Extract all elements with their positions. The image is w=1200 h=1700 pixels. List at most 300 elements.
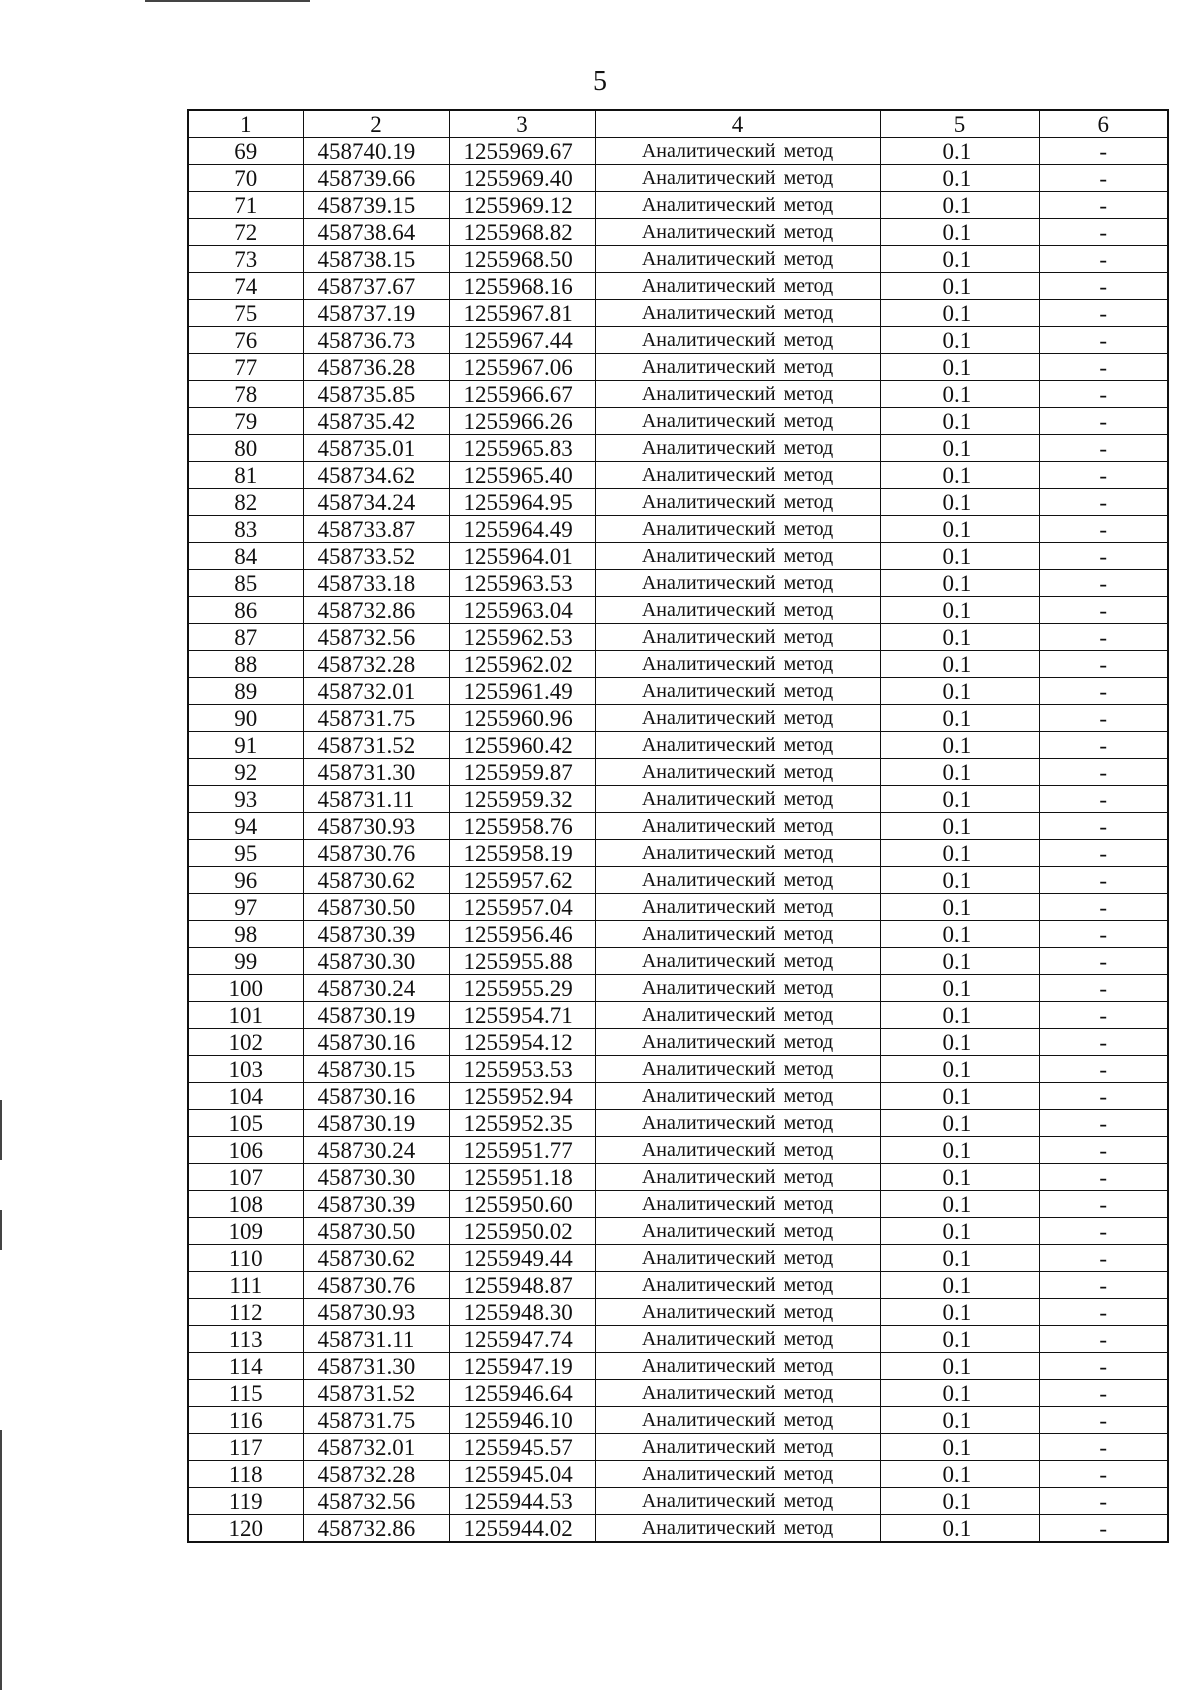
cell-point-number: 108	[188, 1191, 303, 1218]
cell-note: -	[1039, 948, 1168, 975]
cell-note: -	[1039, 624, 1168, 651]
table-row	[188, 624, 1168, 651]
cell-point-number: 82	[188, 489, 303, 516]
table-row	[188, 1164, 1168, 1191]
cell-x-coordinate: 458730.30	[303, 948, 449, 975]
cell-x-coordinate: 458730.76	[303, 840, 449, 867]
cell-accuracy: 0.1	[880, 1272, 1039, 1299]
cell-accuracy: 0.1	[880, 624, 1039, 651]
cell-note: -	[1039, 678, 1168, 705]
table-row	[188, 921, 1168, 948]
cell-y-coordinate: 1255946.10	[449, 1407, 595, 1434]
cell-x-coordinate: 458730.93	[303, 813, 449, 840]
cell-note: -	[1039, 489, 1168, 516]
cell-note: -	[1039, 408, 1168, 435]
cell-accuracy: 0.1	[880, 813, 1039, 840]
cell-accuracy: 0.1	[880, 597, 1039, 624]
cell-note: -	[1039, 1515, 1168, 1543]
cell-point-number: 115	[188, 1380, 303, 1407]
cell-y-coordinate: 1255958.76	[449, 813, 595, 840]
cell-accuracy: 0.1	[880, 1137, 1039, 1164]
cell-point-number: 94	[188, 813, 303, 840]
cell-y-coordinate: 1255954.12	[449, 1029, 595, 1056]
cell-x-coordinate: 458732.56	[303, 624, 449, 651]
cell-note: -	[1039, 1299, 1168, 1326]
cell-point-number: 117	[188, 1434, 303, 1461]
cell-x-coordinate: 458731.30	[303, 759, 449, 786]
table-row	[188, 975, 1168, 1002]
cell-note: -	[1039, 1461, 1168, 1488]
cell-method: Аналитический метод	[595, 1083, 880, 1110]
cell-method: Аналитический метод	[595, 381, 880, 408]
cell-accuracy: 0.1	[880, 1380, 1039, 1407]
cell-x-coordinate: 458731.52	[303, 732, 449, 759]
cell-method: Аналитический метод	[595, 840, 880, 867]
cell-x-coordinate: 458737.19	[303, 300, 449, 327]
cell-point-number: 93	[188, 786, 303, 813]
cell-accuracy: 0.1	[880, 1434, 1039, 1461]
cell-method: Аналитический метод	[595, 462, 880, 489]
cell-accuracy: 0.1	[880, 759, 1039, 786]
cell-method: Аналитический метод	[595, 786, 880, 813]
cell-accuracy: 0.1	[880, 273, 1039, 300]
cell-point-number: 110	[188, 1245, 303, 1272]
table-row	[188, 1488, 1168, 1515]
cell-note: -	[1039, 138, 1168, 165]
cell-accuracy: 0.1	[880, 462, 1039, 489]
cell-x-coordinate: 458737.67	[303, 273, 449, 300]
cell-y-coordinate: 1255963.53	[449, 570, 595, 597]
cell-accuracy: 0.1	[880, 354, 1039, 381]
cell-note: -	[1039, 597, 1168, 624]
cell-accuracy: 0.1	[880, 975, 1039, 1002]
cell-x-coordinate: 458735.01	[303, 435, 449, 462]
cell-x-coordinate: 458731.11	[303, 1326, 449, 1353]
cell-accuracy: 0.1	[880, 570, 1039, 597]
table-row	[188, 138, 1168, 165]
table-row	[188, 597, 1168, 624]
cell-accuracy: 0.1	[880, 408, 1039, 435]
table-row	[188, 1056, 1168, 1083]
cell-point-number: 78	[188, 381, 303, 408]
cell-accuracy: 0.1	[880, 1299, 1039, 1326]
cell-x-coordinate: 458730.39	[303, 921, 449, 948]
cell-y-coordinate: 1255965.40	[449, 462, 595, 489]
cell-x-coordinate: 458736.73	[303, 327, 449, 354]
column-header: 5	[880, 110, 1039, 138]
cell-method: Аналитический метод	[595, 246, 880, 273]
cell-point-number: 109	[188, 1218, 303, 1245]
column-header: 6	[1039, 110, 1168, 138]
cell-accuracy: 0.1	[880, 705, 1039, 732]
cell-x-coordinate: 458732.28	[303, 1461, 449, 1488]
cell-note: -	[1039, 732, 1168, 759]
cell-note: -	[1039, 1488, 1168, 1515]
cell-accuracy: 0.1	[880, 381, 1039, 408]
cell-accuracy: 0.1	[880, 435, 1039, 462]
cell-note: -	[1039, 1326, 1168, 1353]
cell-method: Аналитический метод	[595, 975, 880, 1002]
cell-method: Аналитический метод	[595, 1029, 880, 1056]
cell-x-coordinate: 458730.62	[303, 867, 449, 894]
cell-accuracy: 0.1	[880, 1245, 1039, 1272]
cell-x-coordinate: 458731.52	[303, 1380, 449, 1407]
cell-method: Аналитический метод	[595, 1245, 880, 1272]
cell-x-coordinate: 458730.24	[303, 975, 449, 1002]
cell-accuracy: 0.1	[880, 138, 1039, 165]
table-row	[188, 1110, 1168, 1137]
cell-y-coordinate: 1255950.02	[449, 1218, 595, 1245]
table-row	[188, 759, 1168, 786]
cell-point-number: 80	[188, 435, 303, 462]
cell-x-coordinate: 458730.30	[303, 1164, 449, 1191]
cell-note: -	[1039, 921, 1168, 948]
cell-method: Аналитический метод	[595, 1299, 880, 1326]
cell-note: -	[1039, 192, 1168, 219]
table-row	[188, 894, 1168, 921]
cell-y-coordinate: 1255947.74	[449, 1326, 595, 1353]
cell-method: Аналитический метод	[595, 705, 880, 732]
cell-note: -	[1039, 516, 1168, 543]
cell-method: Аналитический метод	[595, 759, 880, 786]
cell-note: -	[1039, 570, 1168, 597]
table-row	[188, 1434, 1168, 1461]
table-row	[188, 570, 1168, 597]
cell-x-coordinate: 458732.01	[303, 678, 449, 705]
cell-y-coordinate: 1255946.64	[449, 1380, 595, 1407]
table-row	[188, 1245, 1168, 1272]
coordinates-table	[187, 109, 1169, 1543]
cell-y-coordinate: 1255967.81	[449, 300, 595, 327]
cell-method: Аналитический метод	[595, 813, 880, 840]
cell-point-number: 96	[188, 867, 303, 894]
cell-point-number: 87	[188, 624, 303, 651]
table-row	[188, 1515, 1168, 1543]
cell-method: Аналитический метод	[595, 624, 880, 651]
cell-y-coordinate: 1255944.53	[449, 1488, 595, 1515]
cell-accuracy: 0.1	[880, 1002, 1039, 1029]
cell-method: Аналитический метод	[595, 516, 880, 543]
cell-x-coordinate: 458730.19	[303, 1110, 449, 1137]
cell-point-number: 106	[188, 1137, 303, 1164]
cell-y-coordinate: 1255948.87	[449, 1272, 595, 1299]
cell-x-coordinate: 458732.28	[303, 651, 449, 678]
cell-point-number: 112	[188, 1299, 303, 1326]
cell-note: -	[1039, 1191, 1168, 1218]
cell-y-coordinate: 1255969.12	[449, 192, 595, 219]
table-row	[188, 408, 1168, 435]
cell-method: Аналитический метод	[595, 651, 880, 678]
table-row	[188, 1002, 1168, 1029]
cell-accuracy: 0.1	[880, 1515, 1039, 1543]
cell-y-coordinate: 1255964.95	[449, 489, 595, 516]
table-row	[188, 1218, 1168, 1245]
cell-x-coordinate: 458731.30	[303, 1353, 449, 1380]
cell-x-coordinate: 458730.62	[303, 1245, 449, 1272]
cell-x-coordinate: 458730.19	[303, 1002, 449, 1029]
cell-x-coordinate: 458738.15	[303, 246, 449, 273]
cell-point-number: 72	[188, 219, 303, 246]
cell-point-number: 98	[188, 921, 303, 948]
cell-x-coordinate: 458730.50	[303, 1218, 449, 1245]
cell-method: Аналитический метод	[595, 1380, 880, 1407]
cell-method: Аналитический метод	[595, 732, 880, 759]
cell-point-number: 113	[188, 1326, 303, 1353]
cell-x-coordinate: 458739.66	[303, 165, 449, 192]
cell-point-number: 70	[188, 165, 303, 192]
cell-point-number: 89	[188, 678, 303, 705]
cell-accuracy: 0.1	[880, 165, 1039, 192]
cell-y-coordinate: 1255967.06	[449, 354, 595, 381]
cell-method: Аналитический метод	[595, 219, 880, 246]
table-row	[188, 1137, 1168, 1164]
table-row	[188, 273, 1168, 300]
cell-method: Аналитический метод	[595, 354, 880, 381]
cell-note: -	[1039, 1245, 1168, 1272]
cell-note: -	[1039, 1380, 1168, 1407]
cell-accuracy: 0.1	[880, 1407, 1039, 1434]
cell-x-coordinate: 458740.19	[303, 138, 449, 165]
cell-note: -	[1039, 705, 1168, 732]
cell-y-coordinate: 1255955.29	[449, 975, 595, 1002]
table-row	[188, 165, 1168, 192]
cell-note: -	[1039, 246, 1168, 273]
cell-point-number: 69	[188, 138, 303, 165]
cell-accuracy: 0.1	[880, 327, 1039, 354]
cell-method: Аналитический метод	[595, 1272, 880, 1299]
cell-y-coordinate: 1255962.02	[449, 651, 595, 678]
table-row	[188, 219, 1168, 246]
cell-note: -	[1039, 1407, 1168, 1434]
table-row	[188, 948, 1168, 975]
cell-point-number: 120	[188, 1515, 303, 1543]
cell-accuracy: 0.1	[880, 1083, 1039, 1110]
cell-x-coordinate: 458735.85	[303, 381, 449, 408]
cell-method: Аналитический метод	[595, 1407, 880, 1434]
cell-note: -	[1039, 300, 1168, 327]
cell-accuracy: 0.1	[880, 921, 1039, 948]
table-row	[188, 1407, 1168, 1434]
cell-x-coordinate: 458730.16	[303, 1083, 449, 1110]
cell-point-number: 114	[188, 1353, 303, 1380]
cell-y-coordinate: 1255949.44	[449, 1245, 595, 1272]
table-row	[188, 651, 1168, 678]
cell-note: -	[1039, 165, 1168, 192]
cell-method: Аналитический метод	[595, 138, 880, 165]
cell-note: -	[1039, 435, 1168, 462]
cell-note: -	[1039, 867, 1168, 894]
cell-method: Аналитический метод	[595, 1164, 880, 1191]
cell-y-coordinate: 1255948.30	[449, 1299, 595, 1326]
cell-note: -	[1039, 759, 1168, 786]
table-row	[188, 1299, 1168, 1326]
cell-point-number: 92	[188, 759, 303, 786]
cell-point-number: 97	[188, 894, 303, 921]
cell-method: Аналитический метод	[595, 570, 880, 597]
cell-method: Аналитический метод	[595, 408, 880, 435]
table-row	[188, 327, 1168, 354]
cell-accuracy: 0.1	[880, 300, 1039, 327]
cell-x-coordinate: 458730.93	[303, 1299, 449, 1326]
cell-y-coordinate: 1255966.26	[449, 408, 595, 435]
cell-point-number: 73	[188, 246, 303, 273]
cell-y-coordinate: 1255951.18	[449, 1164, 595, 1191]
cell-point-number: 75	[188, 300, 303, 327]
cell-y-coordinate: 1255967.44	[449, 327, 595, 354]
cell-y-coordinate: 1255952.35	[449, 1110, 595, 1137]
cell-y-coordinate: 1255951.77	[449, 1137, 595, 1164]
cell-x-coordinate: 458739.15	[303, 192, 449, 219]
cell-note: -	[1039, 786, 1168, 813]
table-row	[188, 1380, 1168, 1407]
cell-method: Аналитический метод	[595, 1218, 880, 1245]
cell-y-coordinate: 1255962.53	[449, 624, 595, 651]
cell-point-number: 81	[188, 462, 303, 489]
cell-accuracy: 0.1	[880, 948, 1039, 975]
cell-x-coordinate: 458733.18	[303, 570, 449, 597]
cell-point-number: 74	[188, 273, 303, 300]
cell-x-coordinate: 458732.86	[303, 597, 449, 624]
cell-method: Аналитический метод	[595, 948, 880, 975]
cell-method: Аналитический метод	[595, 1137, 880, 1164]
cell-note: -	[1039, 1002, 1168, 1029]
cell-note: -	[1039, 651, 1168, 678]
cell-note: -	[1039, 1272, 1168, 1299]
table-row	[188, 867, 1168, 894]
cell-accuracy: 0.1	[880, 840, 1039, 867]
cell-accuracy: 0.1	[880, 786, 1039, 813]
table-row	[188, 1461, 1168, 1488]
cell-point-number: 99	[188, 948, 303, 975]
cell-accuracy: 0.1	[880, 867, 1039, 894]
table-row	[188, 813, 1168, 840]
cell-method: Аналитический метод	[595, 1461, 880, 1488]
cell-y-coordinate: 1255945.57	[449, 1434, 595, 1461]
cell-y-coordinate: 1255968.82	[449, 219, 595, 246]
cell-accuracy: 0.1	[880, 732, 1039, 759]
table-row	[188, 678, 1168, 705]
table-row	[188, 192, 1168, 219]
table-row	[188, 1191, 1168, 1218]
cell-accuracy: 0.1	[880, 246, 1039, 273]
cell-note: -	[1039, 273, 1168, 300]
cell-y-coordinate: 1255959.87	[449, 759, 595, 786]
cell-y-coordinate: 1255965.83	[449, 435, 595, 462]
cell-note: -	[1039, 462, 1168, 489]
table-row	[188, 1353, 1168, 1380]
table-row	[188, 300, 1168, 327]
cell-y-coordinate: 1255969.67	[449, 138, 595, 165]
cell-x-coordinate: 458732.01	[303, 1434, 449, 1461]
cell-note: -	[1039, 354, 1168, 381]
cell-method: Аналитический метод	[595, 192, 880, 219]
cell-y-coordinate: 1255957.04	[449, 894, 595, 921]
cell-point-number: 104	[188, 1083, 303, 1110]
cell-y-coordinate: 1255956.46	[449, 921, 595, 948]
cell-y-coordinate: 1255968.50	[449, 246, 595, 273]
cell-y-coordinate: 1255954.71	[449, 1002, 595, 1029]
cell-point-number: 83	[188, 516, 303, 543]
cell-accuracy: 0.1	[880, 192, 1039, 219]
cell-accuracy: 0.1	[880, 219, 1039, 246]
cell-accuracy: 0.1	[880, 1353, 1039, 1380]
cell-note: -	[1039, 1353, 1168, 1380]
table-row	[188, 246, 1168, 273]
table-row	[188, 435, 1168, 462]
cell-point-number: 100	[188, 975, 303, 1002]
cell-x-coordinate: 458733.52	[303, 543, 449, 570]
cell-x-coordinate: 458730.24	[303, 1137, 449, 1164]
table-header-row	[188, 110, 1168, 138]
cell-accuracy: 0.1	[880, 1326, 1039, 1353]
cell-point-number: 116	[188, 1407, 303, 1434]
cell-note: -	[1039, 1434, 1168, 1461]
cell-y-coordinate: 1255953.53	[449, 1056, 595, 1083]
table-body	[188, 138, 1168, 1543]
column-header: 4	[595, 110, 880, 138]
cell-note: -	[1039, 219, 1168, 246]
table-row	[188, 543, 1168, 570]
cell-point-number: 84	[188, 543, 303, 570]
cell-y-coordinate: 1255947.19	[449, 1353, 595, 1380]
cell-note: -	[1039, 1083, 1168, 1110]
cell-x-coordinate: 458730.76	[303, 1272, 449, 1299]
cell-x-coordinate: 458731.75	[303, 1407, 449, 1434]
cell-point-number: 88	[188, 651, 303, 678]
cell-y-coordinate: 1255960.42	[449, 732, 595, 759]
cell-method: Аналитический метод	[595, 273, 880, 300]
cell-y-coordinate: 1255964.01	[449, 543, 595, 570]
cell-point-number: 111	[188, 1272, 303, 1299]
cell-accuracy: 0.1	[880, 543, 1039, 570]
cell-note: -	[1039, 813, 1168, 840]
cell-method: Аналитический метод	[595, 165, 880, 192]
table-row	[188, 786, 1168, 813]
cell-note: -	[1039, 1218, 1168, 1245]
cell-x-coordinate: 458730.15	[303, 1056, 449, 1083]
cell-point-number: 95	[188, 840, 303, 867]
table-row	[188, 381, 1168, 408]
cell-point-number: 105	[188, 1110, 303, 1137]
table-row	[188, 489, 1168, 516]
cell-x-coordinate: 458730.50	[303, 894, 449, 921]
cell-y-coordinate: 1255968.16	[449, 273, 595, 300]
cell-method: Аналитический метод	[595, 894, 880, 921]
cell-method: Аналитический метод	[595, 1326, 880, 1353]
cell-x-coordinate: 458731.11	[303, 786, 449, 813]
cell-accuracy: 0.1	[880, 1056, 1039, 1083]
cell-accuracy: 0.1	[880, 516, 1039, 543]
cell-method: Аналитический метод	[595, 921, 880, 948]
cell-note: -	[1039, 840, 1168, 867]
cell-method: Аналитический метод	[595, 1488, 880, 1515]
cell-accuracy: 0.1	[880, 1461, 1039, 1488]
cell-point-number: 79	[188, 408, 303, 435]
cell-y-coordinate: 1255964.49	[449, 516, 595, 543]
cell-y-coordinate: 1255963.04	[449, 597, 595, 624]
cell-point-number: 71	[188, 192, 303, 219]
cell-point-number: 85	[188, 570, 303, 597]
cell-x-coordinate: 458734.62	[303, 462, 449, 489]
cell-x-coordinate: 458736.28	[303, 354, 449, 381]
cell-method: Аналитический метод	[595, 1515, 880, 1543]
cell-y-coordinate: 1255959.32	[449, 786, 595, 813]
cell-method: Аналитический метод	[595, 678, 880, 705]
cell-method: Аналитический метод	[595, 300, 880, 327]
cell-method: Аналитический метод	[595, 543, 880, 570]
cell-y-coordinate: 1255957.62	[449, 867, 595, 894]
cell-point-number: 103	[188, 1056, 303, 1083]
